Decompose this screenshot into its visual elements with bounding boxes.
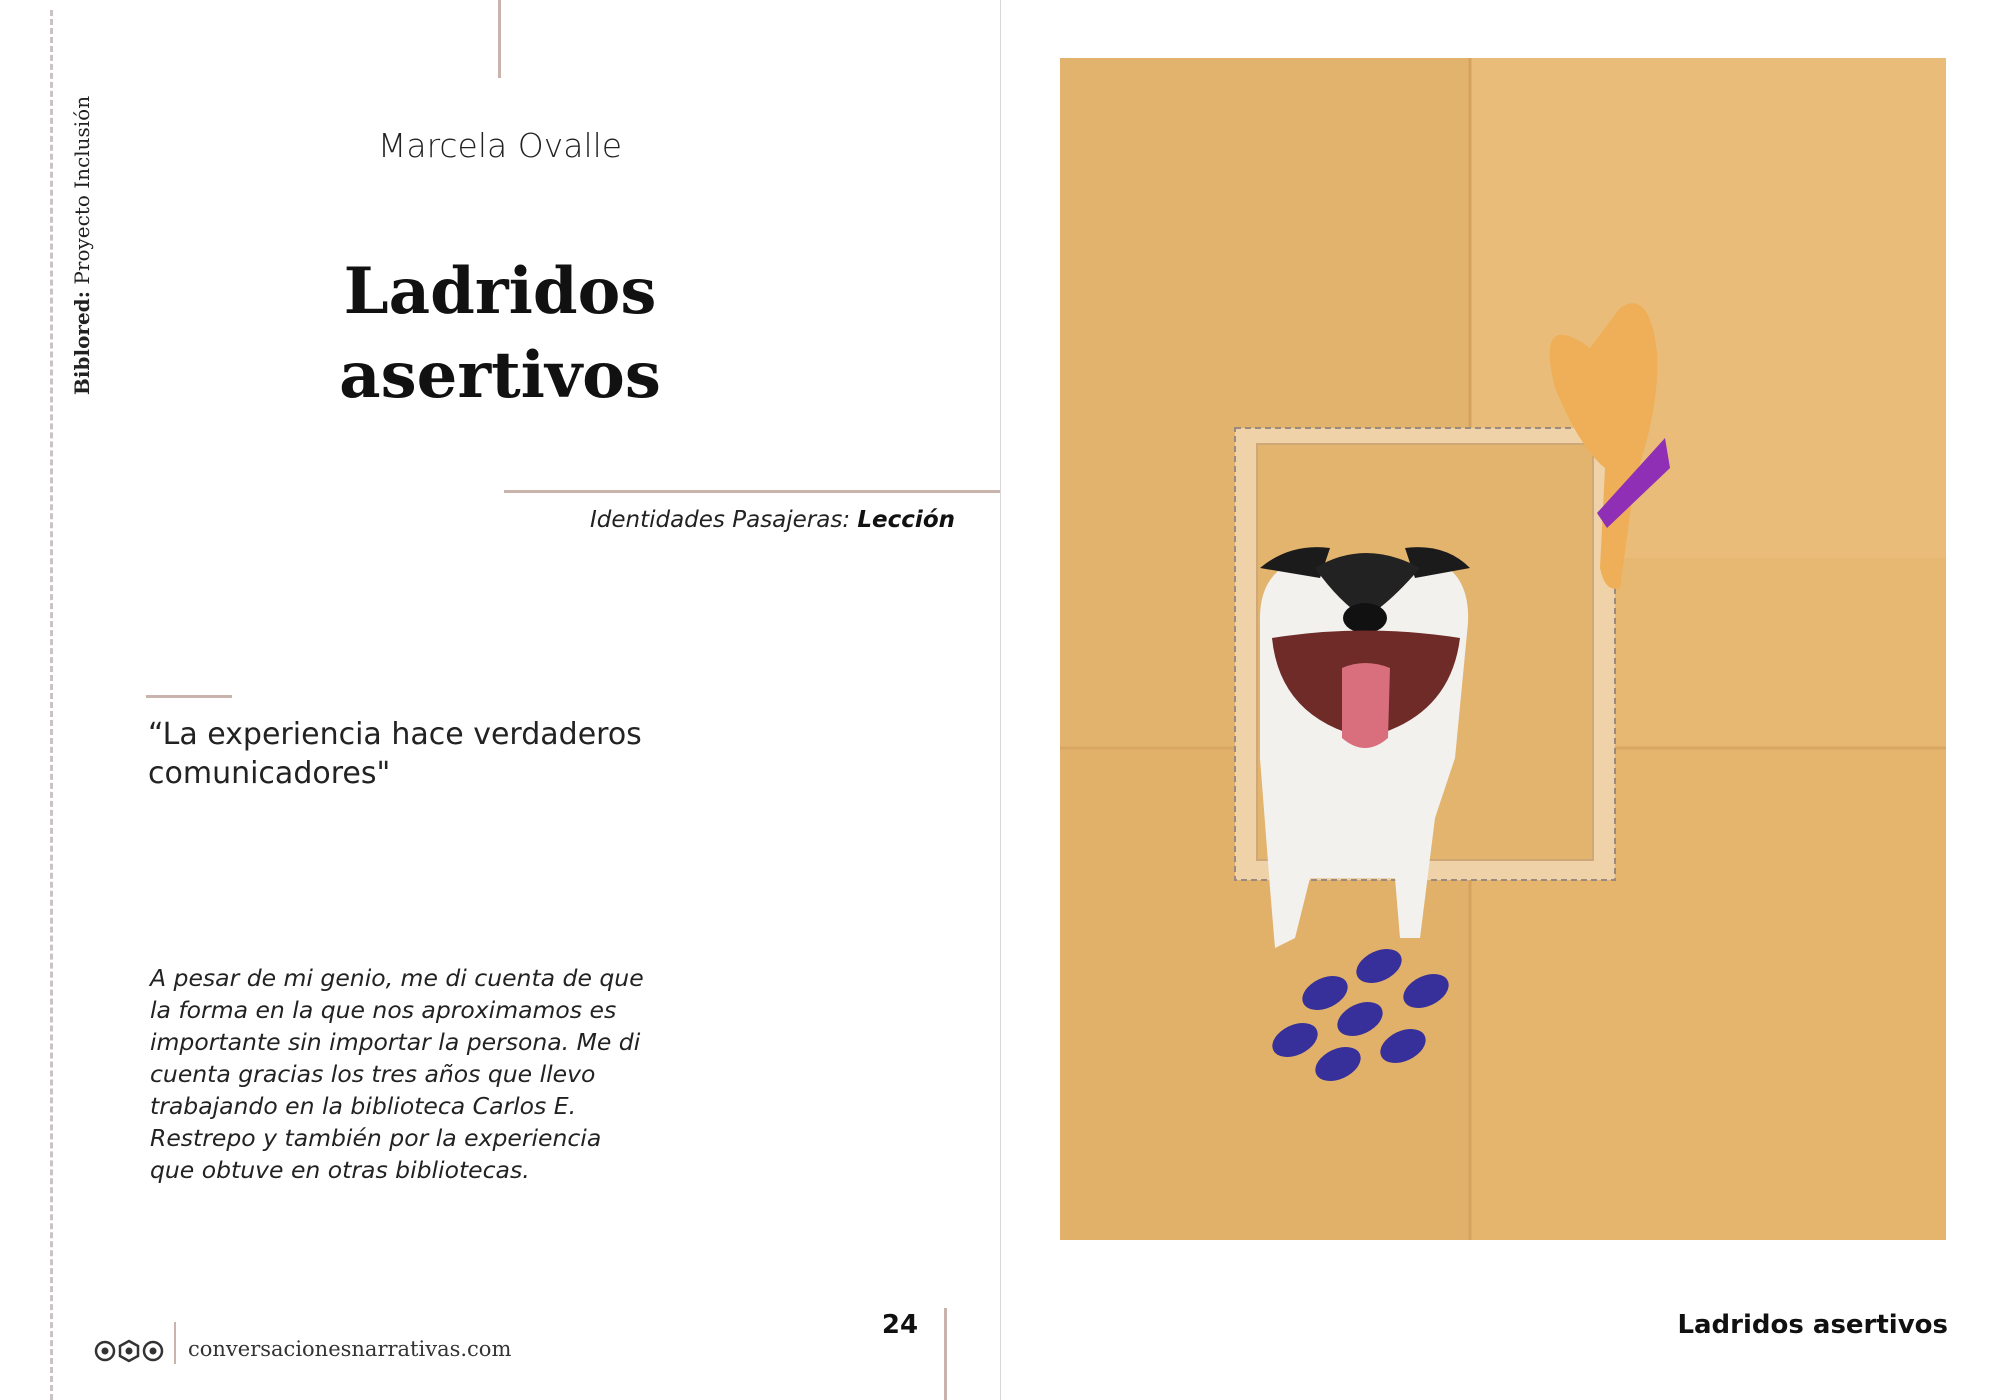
- series-label: [455, 507, 955, 533]
- pull-quote: “La experiencia hace verdaderos comunicadores": [148, 717, 642, 791]
- article-title: Ladridos asertivos: [339, 254, 661, 413]
- top-divider: [498, 0, 501, 78]
- footer-url: conversacionesnarrativas.com: [188, 1337, 512, 1361]
- side-label-project: Proyecto Inclusión: [70, 95, 94, 285]
- series-name: Identidades Pasajeras:: [589, 507, 851, 533]
- page-number: 24: [881, 1310, 919, 1340]
- body-paragraph: A pesar de mi genio, me di cuenta de que la forma en la que nos aproximamos es importante sin importar la persona. Me di cuenta gracias los tres años que llevo trabajando en la biblioteca Carlos E. Restrepo y también por la experiencia que obtuve en otras bibliotecas.: [150, 964, 644, 1184]
- dashed-margin-line: [50, 10, 53, 1400]
- running-title: Ladridos asertivos: [1677, 1310, 1948, 1340]
- side-label: [70, 96, 94, 395]
- series-lesson: Lección: [857, 507, 955, 533]
- side-label-brand: Biblored:: [70, 290, 94, 395]
- collage-illustration: [1060, 58, 1946, 1240]
- page-number-divider: [944, 1308, 947, 1400]
- quote-divider: [146, 695, 232, 698]
- title-divider: [504, 490, 1000, 493]
- right-page: [1001, 0, 2000, 1400]
- publisher-logo-icon: [94, 1338, 164, 1364]
- footer-separator: [174, 1322, 176, 1364]
- author-name: Marcela Ovalle: [377, 126, 623, 165]
